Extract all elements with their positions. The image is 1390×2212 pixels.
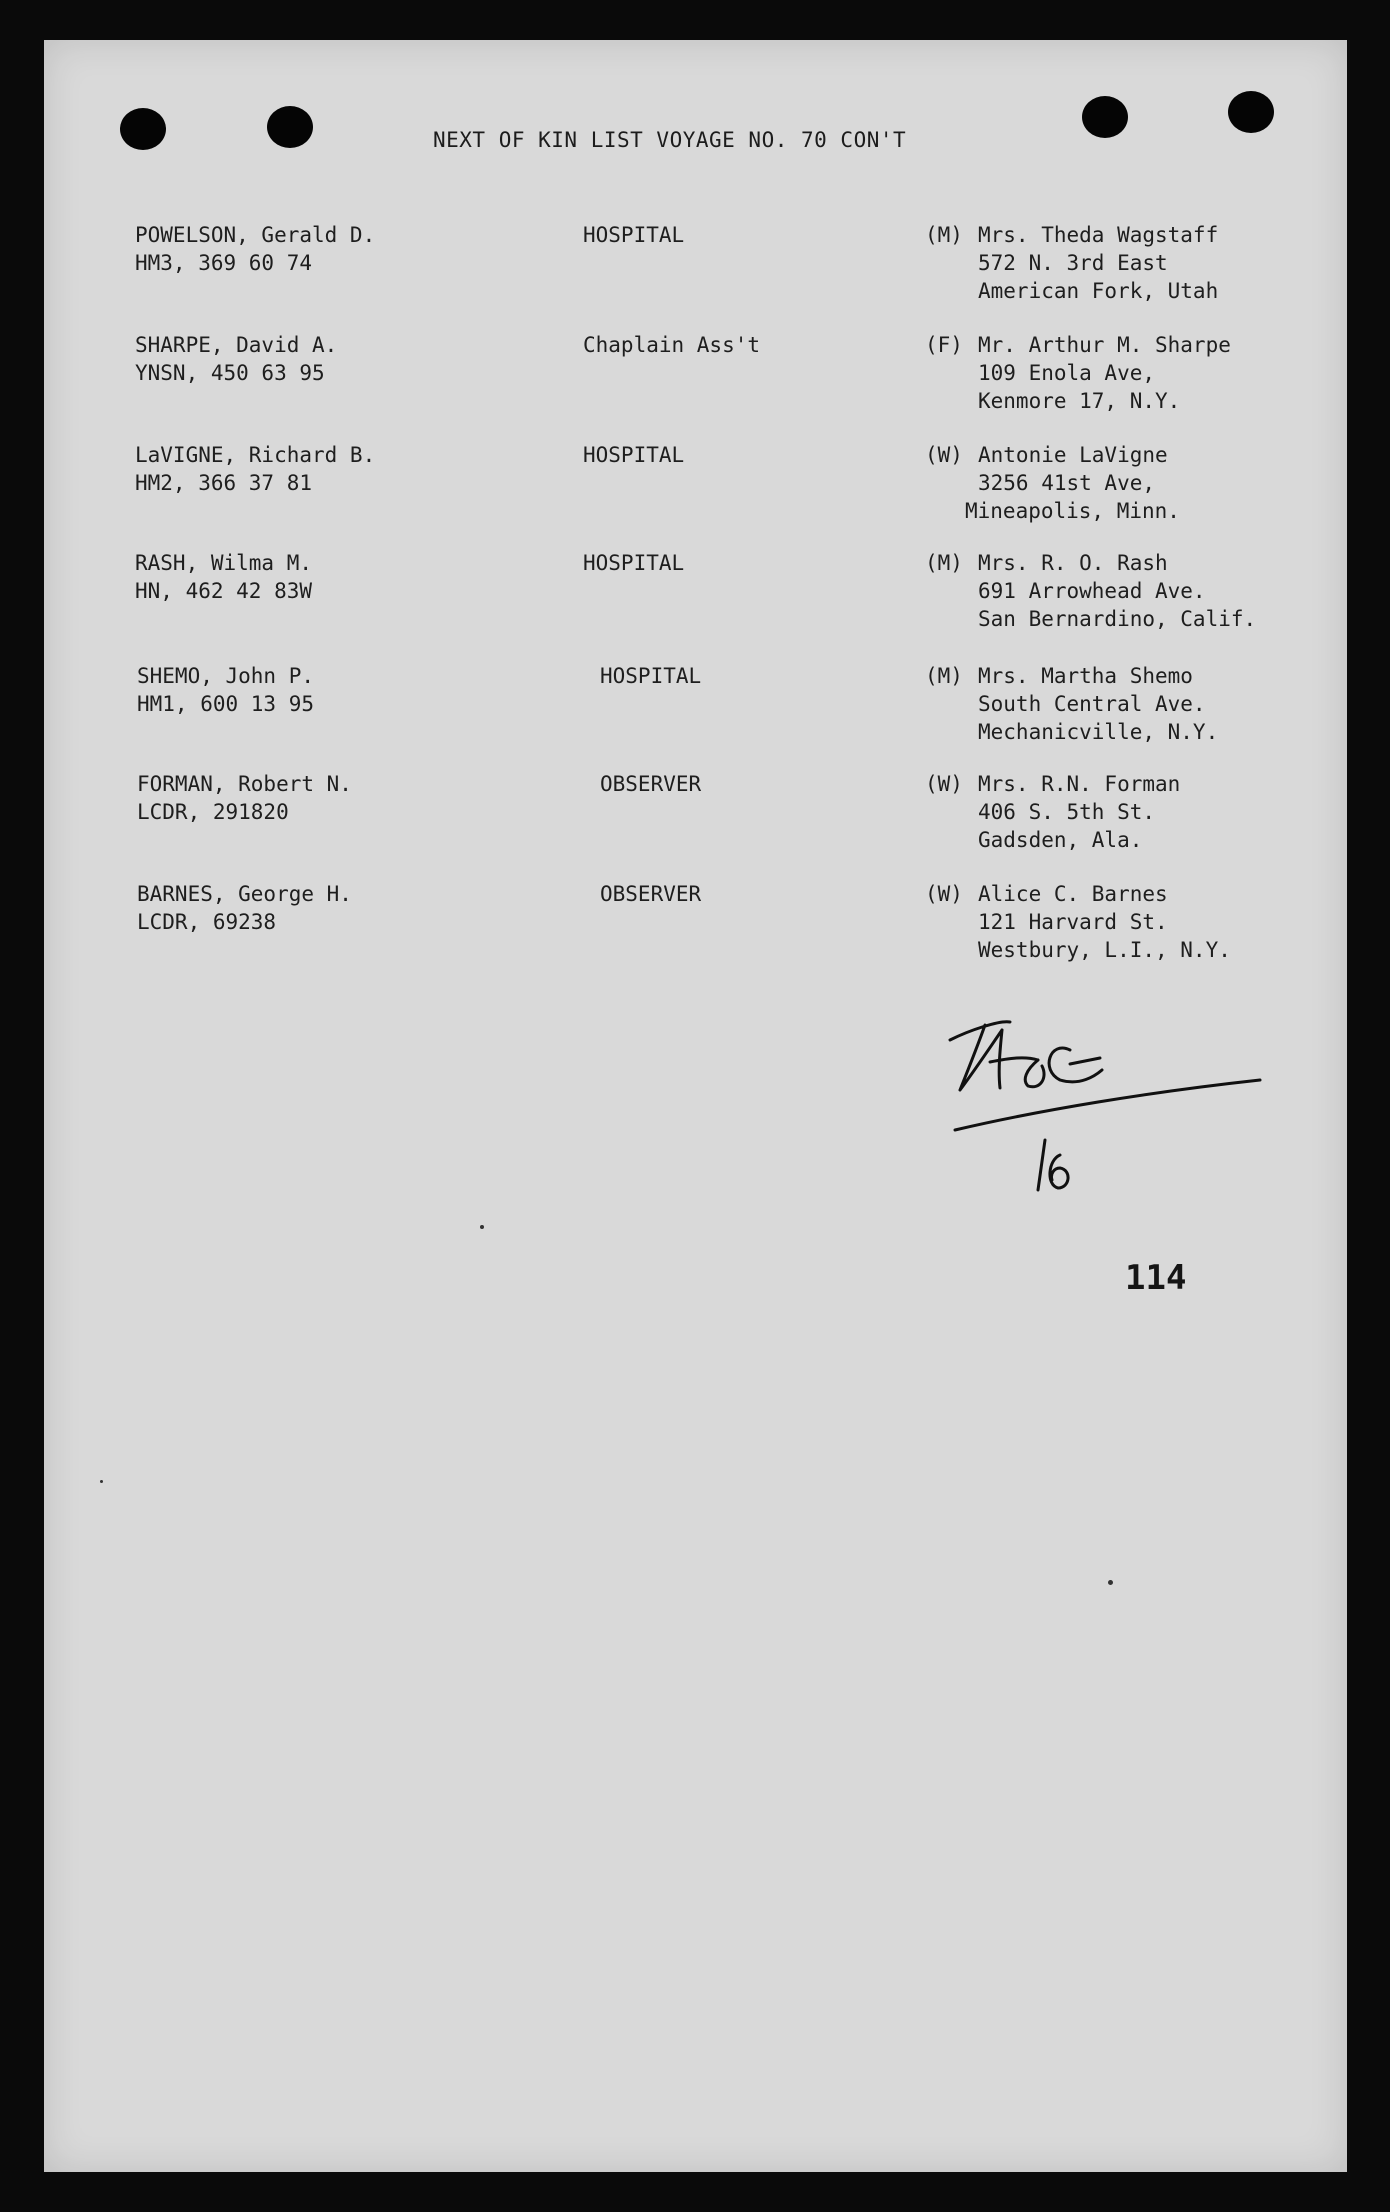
handwritten-initials <box>950 1022 1102 1090</box>
service-member-name: BARNES, George H. <box>137 882 352 906</box>
kin-address-city: Gadsden, Ala. <box>978 828 1143 852</box>
punch-hole <box>1228 91 1274 133</box>
kin-address-city: Mechanicville, N.Y. <box>978 720 1219 744</box>
punch-hole <box>120 108 166 150</box>
kin-address-street: 406 S. 5th St. <box>978 800 1156 824</box>
kin-address-city: American Fork, Utah <box>978 279 1219 303</box>
billet: HOSPITAL <box>600 664 702 688</box>
relationship-code: (M) <box>925 664 963 688</box>
service-member-name: SHARPE, David A. <box>135 333 338 357</box>
kin-address-street: 3256 41st Ave, <box>978 471 1156 495</box>
punch-hole <box>1082 96 1128 138</box>
kin-address-city: Kenmore 17, N.Y. <box>978 389 1181 413</box>
kin-name: Mr. Arthur M. Sharpe <box>978 333 1231 357</box>
next-of-kin-entry <box>0 662 1390 762</box>
kin-name: Mrs. R.N. Forman <box>978 772 1181 796</box>
service-member-name: POWELSON, Gerald D. <box>135 223 376 247</box>
kin-address-street: 109 Enola Ave, <box>978 361 1156 385</box>
kin-name: Alice C. Barnes <box>978 882 1168 906</box>
billet: OBSERVER <box>600 882 702 906</box>
kin-name: Mrs. Martha Shemo <box>978 664 1193 688</box>
paper-speck <box>100 1480 103 1483</box>
service-member-name: LaVIGNE, Richard B. <box>135 443 376 467</box>
billet: HOSPITAL <box>583 223 685 247</box>
kin-address-city: Mineapolis, Minn. <box>965 499 1180 523</box>
kin-address-street: 572 N. 3rd East <box>978 251 1168 275</box>
kin-name: Mrs. Theda Wagstaff <box>978 223 1219 247</box>
kin-name: Antonie LaVigne <box>978 443 1168 467</box>
relationship-code: (M) <box>925 223 963 247</box>
billet: OBSERVER <box>600 772 702 796</box>
rate-service-number: YNSN, 450 63 95 <box>135 361 325 385</box>
document-title: NEXT OF KIN LIST VOYAGE NO. 70 CON'T <box>433 128 907 152</box>
next-of-kin-entry <box>0 880 1390 980</box>
next-of-kin-entry <box>0 549 1390 649</box>
page-number: 114 <box>1125 1258 1187 1298</box>
rate-service-number: HM2, 366 37 81 <box>135 471 313 495</box>
handwritten-annotation <box>930 1000 1270 1200</box>
rate-service-number: HM3, 369 60 74 <box>135 251 313 275</box>
paper-speck <box>480 1225 484 1229</box>
handwritten-number <box>1038 1140 1068 1190</box>
rate-service-number: HN, 462 42 83W <box>135 579 313 603</box>
next-of-kin-entry <box>0 221 1390 321</box>
relationship-code: (W) <box>925 443 963 467</box>
billet: HOSPITAL <box>583 443 685 467</box>
punch-hole <box>267 106 313 148</box>
relationship-code: (M) <box>925 551 963 575</box>
service-member-name: FORMAN, Robert N. <box>137 772 352 796</box>
rate-service-number: LCDR, 69238 <box>137 910 277 934</box>
kin-address-street: 121 Harvard St. <box>978 910 1168 934</box>
next-of-kin-entry <box>0 441 1390 541</box>
next-of-kin-entry <box>0 770 1390 870</box>
billet: HOSPITAL <box>583 551 685 575</box>
rate-service-number: HM1, 600 13 95 <box>137 692 315 716</box>
kin-address-street: South Central Ave. <box>978 692 1206 716</box>
next-of-kin-entry <box>0 331 1390 431</box>
kin-address-city: San Bernardino, Calif. <box>978 607 1257 631</box>
relationship-code: (W) <box>925 882 963 906</box>
kin-address-street: 691 Arrowhead Ave. <box>978 579 1206 603</box>
kin-name: Mrs. R. O. Rash <box>978 551 1168 575</box>
kin-address-city: Westbury, L.I., N.Y. <box>978 938 1231 962</box>
paper-speck <box>1108 1580 1113 1585</box>
service-member-name: SHEMO, John P. <box>137 664 315 688</box>
relationship-code: (F) <box>925 333 963 357</box>
rate-service-number: LCDR, 291820 <box>137 800 289 824</box>
billet: Chaplain Ass't <box>583 333 761 357</box>
relationship-code: (W) <box>925 772 963 796</box>
service-member-name: RASH, Wilma M. <box>135 551 313 575</box>
